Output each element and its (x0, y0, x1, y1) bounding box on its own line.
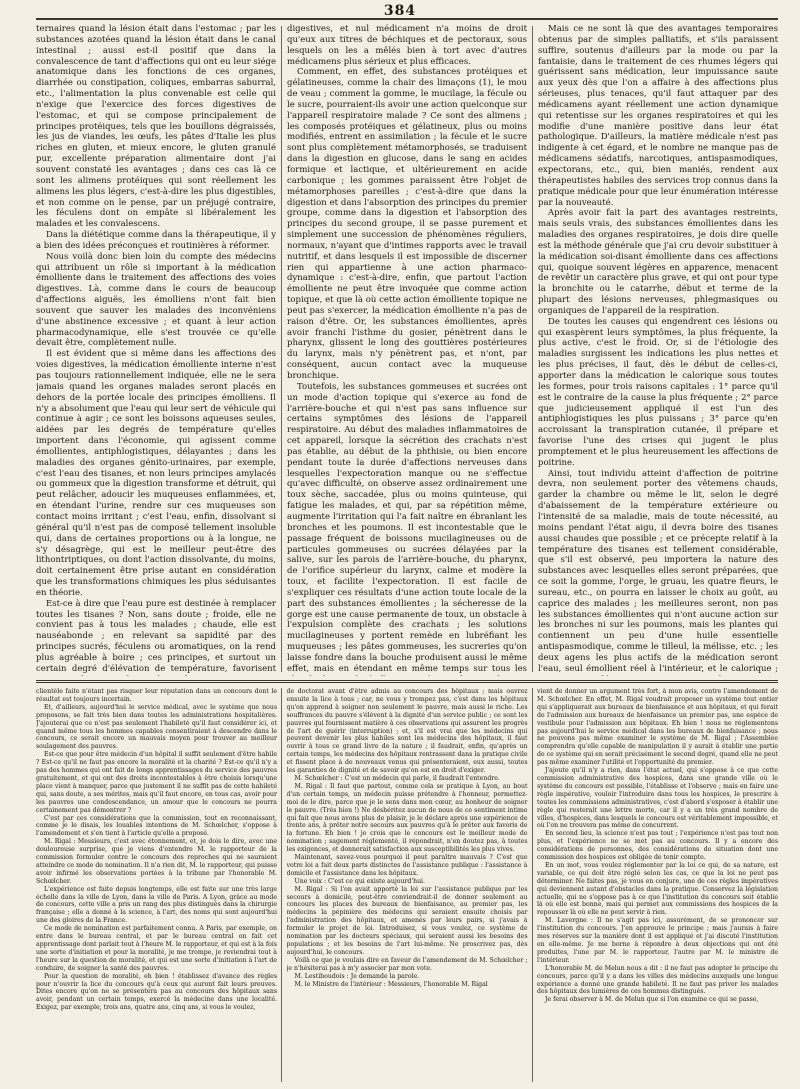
paragraph: C'est par ces considérations que la commission, tout en reconnaissant, comme je le disais, les louables intentions de M. Schœlcher, s'oppose à l'amendement et s'en tient à l'article qu'elle a proposé. (36, 814, 277, 838)
paragraph: digestives, et nul médicament n'a moins de droit qu'eux aux titres de béchiques et de pectoraux, sous lesquels on les a mêlés bien à tort avec d'autres médicamens plus sérieux et plus efficaces. (287, 24, 527, 67)
paragraph: J'ajoute qu'il n'y a rien, dans l'état actuel, qui s'oppose à ce que cette commission administrative des hospices, dans une grande ville où le système du concours est possible, l'établisse et l'observe ; mais en faire une règle impérative, vouloir l'introduire dans tous les hospices, le prescrire à toutes les commissions administratives, c'est d'abord s'exposer à établir une règle qui resterait une lettre morte, car il y a un très grand nombre de villes, d'hospices, dans lesquels le concours est véritablement impossible, et où l'on ne trouvera pas même de concurrent. (537, 767, 778, 830)
paragraph: Et, d'ailleurs, aujourd'hui le service médical, avec le système que nous proposons, se fait très bien dans toutes les administrations hospitalières. J'ajouterai que ce n'est pas seulement l'habileté qu'il faut considérer ici, et quand même tous les hommes capables consentiraient à descendre dans le concours, ce serait encore un mauvais moyen pour trouver au meilleur soulagement des pauvres. (36, 703, 277, 751)
paragraph: ternaires quand la lésion était dans l'estomac ; par les substances azotées quand la lésion était dans le canal intestinal ; aussi est-il positif que dans la convalescence de tant d'affections qui ont eu leur siége anatomique dans les fonctions de ces organes, diarrhée ou constipation, coliques, embarras saburral, etc., l'alimentation la plus convenable est celle qui n'exige que l'exercice des forces digestives de l'estomac, et qui se compose principalement de principes protéiques, tels que les bouillons dégraissés, les jus de viandes, les œufs, les pâtes d'Italie les plus riches en gluten, et mieux encore, le gluten granulé pur, excellente préparation alimentaire dont j'ai souvent constaté les avantages ; dans ces cas là ce sont les alimens protéiques qui sont réellement les alimens les plus légers, c'est-à-dire les plus digestibles, et non comme on le pense, par un préjugé contraire, les féculens dont on empâte si libéralement les malades et les convalescens. (36, 24, 276, 230)
paragraph: Ainsi, tout individu atteint d'affection de poitrine devra, non seulement porter des vêtemens chauds, garder la chambre ou même le lit, selon le degré d'abaissement de la température extérieure ou l'intensité de sa maladie, mais de toute nécessité, au moins pendant l'état aigu, il devra boire des tisanes aussi chaudes que possible ; et ce précepte relatif à la température des tisanes est tellement considérable, que s'il est observé, peu importera la nature des substances avec lesquelles elles seront préparées, que ce soit la gomme, l'orge, le gruau, les quatre fleurs, le sureau, etc., on pourra en laisser le choix au goût, au caprice des malades ; les meilleures seront, non pas les substances émollientes qui n'ont aucune action sur les bronches ni sur les poumons, mais les plantes qui contiennent un peu d'une huile essentielle antispasmodique, comme le tilleul, la mélisse, etc. ; les deux agens les plus actifs de la médication seront l'eau, seul émollient réel à l'intérieur, et le calorique ; (538, 468, 778, 674)
paragraph: Pour la question de moralité, eh bien ! établissez d'avance des règles pour n'ouvrir la lice du concours qu'à ceux qui auront fait leurs preuves. Dites encore qu'on ne se présentera pas au concours des hôpitaux sans avoir, pendant un certain temps, exercé la médecine dans une localité. Exigez, par exemple, trois ans, quatre ans, cinq ans, si vous le voulez, (36, 972, 277, 1012)
paragraph: M. Rigal : Il faut que partout, comme cela se pratique à Lyon, au bout d'un certain temps, un médecin puisse prétendre à l'honneur, permettez-moi de le dire, parce que je le sens dans mon cœur, au bonheur de soigner le pauvre. (Très bien !) Ne déshéritez aucun de nous de ce sentiment intime qui fait que nous avons plus de plaisir, je le déclare après une expérience de trente ans, à prêter notre secours aux pauvres qu'à le prêter aux favoris de la fortune. Eh bien ! je crois que le concours est le meilleur mode de nomination ; sagement réglementé, il répondrait, n'en doutez pas, à toutes les exigences, et donnerait satisfaction aux susceptibilités les plus vives. (286, 782, 528, 854)
column-divider (281, 26, 282, 672)
lower-column-3 (537, 688, 778, 1084)
upper-section (36, 24, 778, 676)
paragraph: de doctorat avant d'être admis au concours des hôpitaux ; mais ouvrez ensuite la lice à tous ; car, ne vous y trompez pas, c'est dans les hôpitaux qu'on apprend à soigner non seulement le pauvre, mais aussi le riche. Les souffrances du pauvre s'élèvent à la dignité d'un service public ; ce sont les pauvres qui fournissent matière à ces observations qui assurent les progrès de l'art de guérir (interruption) ; et, s'il est vrai que les médecins qui peuvent devenir les plus habiles sont les médecins des hôpitaux, il faut ouvrir à tous ce grand livre de la nature ; il faudrait, enfin, qu'après un certain temps, les médecins des hôpitaux rentrassent dans la pratique civile et fissent place à de nouveaux venus qui présenteraient, eux aussi, toutes les garanties de dignité et de savoir qu'on est en droit d'exiger. (286, 688, 528, 775)
paragraph: Voilà ce que je voulais dire en faveur de l'amendement de M. Schœlcher ; je n'hésiterai pas à m'y associer par mon vote. (286, 956, 528, 972)
paragraph: Je ferai observer à M. de Melun que si l'on examine ce qui se passe, (545, 996, 759, 1004)
upper-column-1 (36, 24, 276, 676)
upper-column-2 (287, 24, 527, 676)
lower-column-1 (36, 688, 277, 1084)
paragraph: M. Schœlcher : C'est un médecin qui parle, il faudrait l'entendre. (294, 774, 500, 782)
paragraph: Mais ce ne sont là que des avantages temporaires obtenus par de simples palliatifs, et s'ils paraissent suffire, soutenus d'ailleurs par la mode ou par la fantaisie, dans le traitement de ces rhumes légers qui guérissent sans médication, leur impuissance saute aux yeux dès que l'on a affaire à des affections plus sérieuses, plus tenaces, qu'il faut attaquer par des médicamens ayant réellement une action dynamique qui retentisse sur les organes respiratoires et qui les modifie d'une manière positive dans leur état pathologique. D'ailleurs, la matière médicale n'est pas indigente à cet égard, et le nombre ne manque pas de médicamens sédatifs, narcotiques, antispasmodiques, expectorans, etc., qui, bien maniés, rendent aux thérapeutistes habiles des services trop connus dans la pratique médicale pour que leur énumération intéresse par la nouveauté. (538, 24, 778, 208)
paragraph: En un mot, vous voulez réglementer par la loi ce qui, de sa nature, est variable, ce qui doit être réglé selon les cas, ce que la loi ne peut pas déterminer. Ne faites pas, je vous en conjure, une de ces règles impératives qui deviennent autant d'obstacles dans la pratique. Conservez la législation actuelle, qui ne s'oppose pas à ce que l'institution du concours soit établie là où elle est bonne, mais qui permet aux commissions des hospices de la repousser là où elle ne peut servir à rien. (537, 861, 778, 917)
paragraph: Ce mode de nomination est parfaitement connu. A Paris, par exemple, on entre dans le bureau central, et par le bureau central on fait cet apprentissage dont parlait tout à l'heure M. le rapporteur, et qui est à la fois une sorte d'initiation et pour la moralité, je me trompe, je reviendrai tout à l'heure sur la question de moralité, et qui est une sorte d'initiation à l'art de conduire, de soigner la santé des pauvres. (36, 925, 277, 972)
paragraph: L'expérience est faite depuis longtemps, elle est faite sur une très large échelle dans la ville de Lyon, dans la ville de Paris. A Lyon, grâce au mode de concours, cette ville a pris un rang des plus distingués dans la chirurgie française ; elle a donné à la science, à l'art, des noms qui sont aujourd'hui une des gloires de la France. (36, 885, 277, 925)
upper-column-3 (538, 24, 778, 676)
paragraph: Toutefois, les substances gommeuses et sucrées ont un mode d'action topique qui s'exerce au fond de l'arrière-bouche et qui n'est pas sans influence sur certains symptômes des lésions de l'appareil respiratoire. Au début des maladies inflammatoires de cet appareil, lorsque la sécrétion des crachats n'est pas établie, au début de la phthisie, ou bien encore pendant toute la durée d'affections nerveuses dans lesquelles l'expectoration manque ou ne s'effectue qu'avec difficulté, on observe assez ordinairement une toux sèche, saccadée, plus ou moins quinteuse, qui fatigue les malades, et qui, par sa répétition même, augmente l'irritation qui l'a fait naître en ébranlant les bronches et les poumons. Il est incontestable que le passage fréquent de boissons mucilagineuses ou de particules gommeuses ou sucrées délayées par la salive, sur les parois de l'arrière-bouche, du pharynx, de l'orifice supérieur du larynx, calme et modère la toux, et facilite l'expectoration. Il est facile de s'expliquer ces résultats d'une action toute locale de la part des substances émollientes ; la sécheresse de la gorge est une cause permanente de toux, un obstacle à l'expulsion complète des crachats ; les solutions mucilagineuses y portent remède en lubréfiant les muqueuses ; les pâtes gommeuses, les sucreries qu'on laisse fondre dans la bouche produisent aussi le même effet, mais en étendant en même temps sur tous les (287, 381, 527, 674)
paragraph: En second lieu, la science n'est pas tout ; l'expérience n'est pas tout non plus, et l'expérience ne se met pas au concours. Il y a encore des considérations de personnes, des considérations de situation dont une commission des hospices est obligée de tenir compte. (537, 830, 778, 862)
paragraph: M. Rigal : Messieurs, c'est avec étonnement, et, je dois le dire, avec une douloureuse surprise, que je viens d'entendre M. le rapporteur de la commission formuler contre le concours des reproches qui ne sauraient atteindre ce mode de nomination. Il n'a rien dit, M. le rapporteur, qui puisse avoir infirmé les observations portées à la tribune par l'honorable M. Schœlcher. (36, 838, 277, 885)
column-divider (532, 26, 533, 672)
column-divider (281, 688, 282, 1082)
paragraph: Comment, en effet, des substances protéiques et gélatineuses, comme la chair des limaçons (1), le mou de veau ; comment la gomme, le mucilage, la fécule ou le sucre, pourraient-ils avoir une action quelconque sur l'appareil respiratoire malade ? Ce sont des alimens ; les composés protéiques et gélatineux, plus ou moins modifiés, entrent en assimilation ; la fécule et le sucre sont plus complètement métamorphosés, se traduisent dans la digestion en glucose, dans le sang en acides formique et lactique, et ultérieurement en acide carbonique ; les gommes paraissent être l'objet de métamorphoses pareilles ; c'est-à-dire que dans la digestion et dans l'absorption des principes du premier groupe, comme dans la digestion et l'absorption des principes du second groupe, il se passe purement et simplement une succession de phénomènes réguliers, normaux, n'ayant que d'intimes rapports avec le travail nutritif, et dans lesquels il est impossible de discerner rien qui appartienne à une action pharmaco-dynamique : c'est-à-dire, enfin, que partout l'action émolliente ne peut être invoquée que comme action topique, et que là où cette action émolliente topique ne peut pas s'exercer, la médication émolliente n'a pas de raison d'être. Or, les substances émollientes, après avoir franchi l'isthme du gosier, pénètrent dans le pharynx, glissent le long des gouttières postérieures du larynx, mais n'y pénètrent pas, et n'ont, par conséquent, aucun contact avec la muqueuse bronchique. (287, 67, 527, 381)
paragraph: M. le Ministre de l'intérieur : Messieurs, l'honorable M. Rigal (294, 980, 488, 988)
paragraph: Maintenant, savez-vous pourquoi il peut paraître mauvais ? C'est que votre loi a fait deux parts distinctes de l'assistance publique : l'assistance à domicile et l'assistance dans les hôpitaux. (286, 854, 528, 877)
paragraph: Il est évident que si même dans les affections des voies digestives, la médication émolliente interne n'est pas toujours rationnellement indiquée, elle ne le sera jamais quand les organes malades seront placés en dehors de la portée locale des principes émolliens. Il n'y a absolument que l'eau qui leur sert de véhicule qui continue à agir ; ce sont les boissons aqueuses seules, aidées par les degrés de température qu'elles importent dans l'économie, qui agissent comme émollientes, antiphlogistiques, délayantes ; dans les maladies des organes génito-urinaires, par exemple, c'est l'eau des tisanes, et non leurs principes amylacés ou gommeux que la digestion transforme et détruit, qui peut relâcher, adoucir les muqueuses enflammées, et, en étendant l'urine, rendre sur ces muqueuses son contact moins irritant ; c'est l'eau, enfin, dissolvant si général qu'il n'est pas de composé tellement insoluble qui, dans de certaines proportions ou à la longue, ne s'y désagrège, qui est le meilleur peut-être des lithontriptiques, ou dont l'action dissolvante, du moins, doit certainement être prise autant en considération que les transformations chimiques les plus séduisantes en théorie. (36, 349, 276, 598)
paragraph: clientèle faite n'étant pas risquer leur réputation dans un concours dont le résultat est toujours incertain. (36, 688, 277, 703)
paragraph: L'honorable M. de Melun nous a dit : il ne faut pas adopter le principe du concours, parce qu'il y a dans les villes des médecins auxquels une longue expérience a donné une grande habileté. Il ne faut pas priver les malades des hôpitaux des lumières de ces hommes distingués. (537, 964, 778, 996)
paragraph: Est-ce que pour être médecin d'un hôpital il suffit seulement d'être habile ? Est-ce qu'il ne faut pas encore la moralité et la charité ? Est-ce qu'il n'y a pas des hommes qui ont fait de longs apprentissages du service des pauvres gratuitement, et qui ont des droits incontestables à être choisis lorsqu'une place vient à manquer, parce que justement il ne suffit pas de cette habileté qui, sans doute, a ses mérites, mais qu'il faut encore, en tous cas, avoir pour les pauvres une condescendance, un amour que le concours ne pourra certainement pas démontrer ? (36, 751, 277, 814)
paragraph: Après avoir fait la part des avantages restreints, mais seuls vrais, des substances émollientes dans les maladies des organes respiratoires, je dois dire quelle est la méthode générale que j'ai cru devoir substituer à la médication soi-disant émolliente dans ces affections qui, quoique souvent légères en apparence, menacent de revêtir un caractère plus grave, et qui ont pour type la bronchite ou le catarrhe, début et terme de la plupart des lésions nerveuses, phlegmasiques ou organiques de l'appareil de la respiration. (538, 208, 778, 316)
lower-column-2 (287, 688, 528, 1084)
paragraph: M. Rigal : Si l'on avait apporté la loi sur l'assistance publique par les secours à domicile, peut-être conviendrait-il de donner seulement au concours les places des bureaux de bienfaisance, au premier pas, les médecins la pépinière des médecins qui seraient ensuite choisis par l'administration des hôpitaux, et amenés par leurs pairs, si j'avais à formuler le projet de loi. Introduisez, si vous voulez, ce système de nomination par les docteurs spéciaux, qui seraient aussi les besoins des populations ; et les besoins de l'art lui-même. Ne proscrivez pas, dès aujourd'hui, le concours. (286, 885, 528, 956)
paragraph: M. Lavergne : Il ne s'agit pas ici, assurément, de se prononcer sur l'institution du concours. J'en approuve le principe ; mais j'aurais à faire mes réserves sur la manière dont il est appliqué et j'ai discuté l'institution en elle-même. Je me borne à répondre à deux objections qui ont été produites, l'une par M. le rapporteur, l'autre par M. le ministre de l'intérieur. (537, 917, 778, 964)
lower-section (36, 688, 778, 1084)
paragraph: vient de donner un argument très fort, à mon avis, contre l'amendement de M. Schœlcher. En effet, M. Rigal voudrait proposer un système tout entier qui s'appliquerait aux bureaux de bienfaisance et aux hôpitaux, et qui ferait de l'admission aux bureaux de bienfaisance un premier pas, une espèce de vestibule pour l'admission aux hôpitaux. Eh bien ! nous ne réglementons pas aujourd'hui le service médical dans les bureaux de bienfaisance ; nous ne pouvons pas même examiner le système de M. Rigal ; l'Assemblée comprendra qu'elle capable de manipulation il y aurait à établir une partie de ce système qui en serait précisément le second degré, quand elle ne peut pas même examiner l'utilité et l'opportunité du premier. (537, 688, 778, 767)
section-separator (36, 680, 778, 685)
paragraph: Nous voilà donc bien loin du compte des médecins qui attribuent un rôle si important à la médication émolliente dans le traitement des affections des voies digestives. Là, comme dans le cours de beaucoup d'affections aiguës, les émolliens n'ont fait bien souvent que sauver les malades des inconvéniens d'une abstinence excessive ; et quant à leur action pharmacodynamique, elle s'est trouvée ce qu'elle devait être, complètement nulle. (36, 251, 276, 349)
column-divider (532, 688, 533, 1082)
paragraph: M. Lestiboudois : Je demande la parole. (294, 972, 420, 980)
paragraph: De toutes les causes qui engendrent ces lésions ou qui exaspèrent leurs symptômes, la plus fréquente, la plus active, c'est le froid. Or, si de l'étiologie des maladies surgissent les indications les plus nettes et les plus précises, il faut, dès le début de celles-ci, apporter dans la médication le calorique sous toutes les formes, pour trois raisons capitales : 1° parce qu'il est le contraire de la cause la plus fréquente ; 2° parce que judicieusement appliqué il est l'un des antiphlogistiques les plus puissans ; 3° parce qu'en accroissant la transpiration cutanée, il prépare et favorise l'une des crises qui jugent le plus promptement et le plus heureusement les affections de poitrine. (538, 316, 778, 468)
header-rule (36, 18, 778, 20)
paragraph: Dans la diététique comme dans la thérapeutique, il y a bien des idées préconçues et routinières à réformer. (36, 230, 276, 251)
paragraph: Est-ce à dire que l'eau pure est destinée à remplacer toutes les tisanes ? Non, sans doute ; froide, elle ne convient pas à tous les malades ; chaude, elle est nauséabonde ; en relevant sa sapidité par des principes sucrés, féculens ou aromatiques, on la rend plus agréable à boire ; ces principes, et surtout un certain degré d'élévation de température, favorisent (36, 598, 276, 674)
page-number: 384 (383, 3, 417, 19)
paragraph: Une voix : C'est ce qui existe aujourd'hui. (294, 877, 426, 885)
